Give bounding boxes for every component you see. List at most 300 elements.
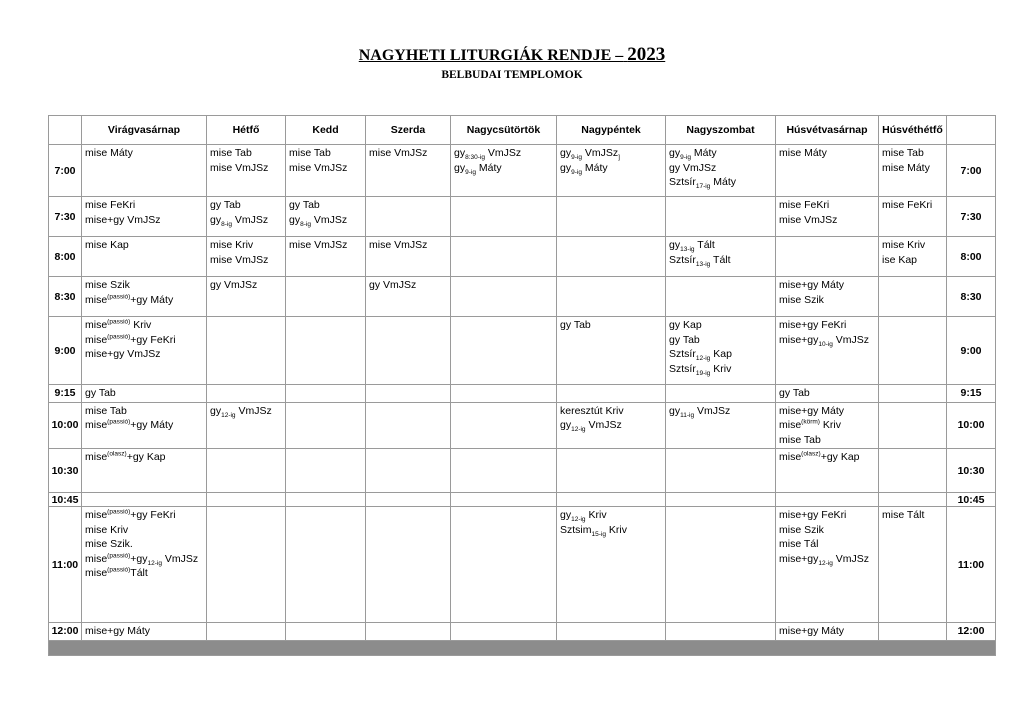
entry-text: +gy Kap	[820, 451, 860, 463]
schedule-cell	[879, 493, 947, 507]
entry-line	[85, 508, 203, 523]
entry-text: Tált	[694, 239, 715, 251]
entry-line	[210, 146, 282, 161]
time-cell: 8:30	[49, 277, 82, 317]
entry-text: keresztút Kriv	[560, 404, 624, 417]
entry-line	[882, 238, 943, 253]
entry-text: gy VmJSz	[369, 279, 417, 291]
entry-subscript: 12-ig	[571, 426, 586, 434]
entry-text: mise	[85, 552, 108, 565]
time-cell: 11:00	[947, 507, 996, 623]
schedule-cell	[82, 449, 207, 493]
entry-subscript: 9-ig	[680, 154, 691, 162]
entry-text: mise+gy VmJSz	[85, 213, 161, 226]
time-cell: 9:15	[49, 385, 82, 403]
schedule-cell	[666, 277, 776, 317]
schedule-cell	[776, 623, 879, 641]
entry-text: mise Tab	[882, 147, 924, 159]
schedule-cell	[557, 145, 666, 197]
entry-line	[85, 146, 203, 161]
schedule-cell	[207, 449, 286, 493]
entry-text: Tált	[130, 567, 148, 579]
schedule-cell	[776, 317, 879, 385]
entry-text: gy	[669, 404, 681, 417]
entry-line	[560, 146, 662, 161]
entry-superscript: (passió)	[107, 508, 131, 516]
entry-subscript: 12-ig	[571, 516, 586, 524]
time-cell: 10:00	[947, 402, 996, 449]
entry-text: mise FeKri	[85, 199, 136, 211]
entry-text: mise+gy Máty	[85, 625, 151, 637]
entry-subscript: 12-ig	[695, 355, 711, 363]
entry-text: gy	[560, 161, 572, 174]
entry-text: Kap	[710, 348, 732, 360]
footer-bar	[49, 640, 996, 655]
entry-line	[779, 278, 875, 293]
schedule-cell	[666, 507, 776, 623]
entry-line	[779, 624, 875, 639]
schedule-cell	[286, 277, 366, 317]
entry-line	[560, 318, 662, 333]
entry-text: mise Tab	[779, 433, 821, 446]
schedule-cell	[776, 507, 879, 623]
entry-text: mise	[85, 319, 108, 331]
entry-text: mise Kriv	[210, 239, 254, 251]
schedule-cell	[666, 317, 776, 385]
entry-text: mise Máty	[85, 147, 133, 159]
entry-text: mise+gy FeKri	[779, 509, 847, 521]
schedule-cell	[557, 493, 666, 507]
entry-line	[779, 523, 875, 538]
entry-text: VmJSz	[231, 213, 269, 226]
time-cell: 10:00	[49, 402, 82, 449]
entry-line	[669, 146, 772, 161]
entry-subscript: 10-ig	[818, 340, 833, 348]
schedule-cell	[451, 385, 557, 403]
schedule-cell	[666, 197, 776, 237]
entry-text: gy Tab	[289, 199, 320, 211]
schedule-cell	[286, 197, 366, 237]
entry-line	[85, 333, 203, 348]
entry-subscript: 13-ig	[680, 246, 695, 254]
entry-subscript: 12-ig	[147, 559, 162, 567]
entry-text: mise VmJSz	[369, 147, 428, 159]
schedule-cell	[879, 145, 947, 197]
schedule-cell	[366, 623, 451, 641]
column-header: Kedd	[286, 116, 366, 145]
schedule-cell	[82, 623, 207, 641]
entry-text: Máty	[690, 147, 717, 159]
entry-text: mise VmJSz	[210, 253, 269, 266]
entry-superscript: (körm)	[801, 418, 820, 426]
time-cell: 7:00	[49, 145, 82, 197]
entry-text: gy	[560, 509, 572, 521]
entry-text: +gy	[130, 552, 148, 565]
entry-line	[560, 404, 662, 419]
entry-text: Sztsír	[669, 253, 696, 266]
entry-text: mise	[85, 567, 108, 579]
entry-subscript: 12-ig	[221, 411, 236, 419]
entry-text: mise+gy Máty	[779, 625, 845, 637]
schedule-cell	[82, 237, 207, 277]
schedule-cell	[451, 402, 557, 449]
entry-text: Kriv	[710, 362, 732, 375]
entry-line	[85, 213, 203, 228]
schedule-cell	[557, 385, 666, 403]
schedule-cell	[879, 402, 947, 449]
entry-text: Kriv	[605, 523, 627, 536]
entry-line	[369, 146, 447, 161]
schedule-cell	[879, 237, 947, 277]
schedule-cell	[776, 385, 879, 403]
entry-line	[454, 161, 553, 176]
entry-text: mise VmJSz	[289, 161, 348, 174]
time-cell: 7:30	[49, 197, 82, 237]
title-text: NAGYHETI LITURGIÁK RENDJE –	[358, 47, 624, 64]
schedule-cell	[286, 449, 366, 493]
entry-text: mise	[779, 419, 802, 431]
entry-text: gy	[454, 161, 466, 174]
entry-line	[85, 566, 203, 581]
entry-line	[454, 146, 553, 161]
entry-text: mise Szik	[779, 293, 824, 306]
entry-text: gy	[210, 404, 222, 417]
entry-text: mise VmJSz	[779, 213, 838, 226]
entry-line	[882, 146, 943, 161]
schedule-cell	[286, 507, 366, 623]
entry-text: Máty	[581, 161, 608, 174]
entry-subscript: 8-ig	[300, 220, 311, 228]
entry-text: Sztsír	[669, 176, 696, 188]
entry-line	[669, 333, 772, 348]
entry-line	[779, 213, 875, 228]
entry-text: mise	[85, 293, 108, 306]
entry-line	[289, 161, 362, 176]
entry-text: Sztsír	[669, 362, 696, 375]
entry-superscript: (olasz)	[801, 450, 821, 458]
entry-text: mise+gy FeKri	[779, 319, 847, 331]
entry-text: VmJSz	[832, 552, 870, 565]
table-row	[49, 145, 996, 197]
schedule-cell	[879, 385, 947, 403]
schedule-cell	[366, 507, 451, 623]
schedule-cell	[451, 277, 557, 317]
column-header: Szerda	[366, 116, 451, 145]
entry-text: mise	[779, 451, 802, 463]
entry-line	[210, 161, 282, 176]
entry-text: VmJSz	[310, 213, 348, 226]
schedule-cell	[286, 623, 366, 641]
entry-line	[882, 161, 943, 176]
schedule-cell	[666, 402, 776, 449]
entry-text: mise Máty	[882, 161, 930, 174]
entry-line	[669, 175, 772, 190]
entry-text: gy VmJSz	[210, 279, 258, 291]
entry-line	[669, 238, 772, 253]
entry-line	[779, 552, 875, 567]
schedule-cell	[366, 277, 451, 317]
entry-text: ise Kap	[882, 253, 918, 266]
entry-text: Sztsim	[560, 523, 592, 536]
page-title	[0, 44, 1024, 66]
page-subtitle: BELBUDAI TEMPLOMOK	[441, 69, 583, 81]
entry-text: mise VmJSz	[210, 161, 269, 174]
entry-text: gy	[669, 147, 681, 159]
entry-text: mise+gy	[779, 333, 819, 346]
schedule-cell	[776, 493, 879, 507]
entry-text: VmJSz	[694, 404, 731, 417]
schedule-cell	[82, 145, 207, 197]
entry-line	[289, 238, 362, 253]
entry-line	[669, 362, 772, 377]
time-cell: 10:45	[49, 493, 82, 507]
time-cell: 7:30	[947, 197, 996, 237]
schedule-cell	[207, 493, 286, 507]
entry-line	[779, 450, 875, 465]
entry-text: gy	[210, 213, 222, 226]
entry-text: gy	[289, 213, 301, 226]
schedule-table	[48, 115, 996, 656]
schedule-cell	[366, 449, 451, 493]
entry-text: +gy Kap	[126, 451, 166, 463]
entry-text: Tált	[710, 253, 731, 266]
entry-line	[85, 624, 203, 639]
schedule-cell	[286, 317, 366, 385]
entry-text: gy VmJSz	[669, 161, 717, 174]
schedule-cell	[366, 402, 451, 449]
entry-text: Máty	[475, 161, 502, 174]
title-year: 2023	[627, 44, 666, 65]
time-cell: 9:00	[49, 317, 82, 385]
time-cell: 11:00	[49, 507, 82, 623]
entry-superscript: (passió)	[107, 552, 131, 559]
entry-line	[882, 253, 943, 268]
entry-text: mise VmJSz	[369, 239, 428, 251]
schedule-cell	[366, 145, 451, 197]
table-row	[49, 197, 996, 237]
entry-text: mise	[85, 451, 108, 463]
entry-line	[85, 552, 203, 567]
schedule-cell	[451, 237, 557, 277]
entry-line	[779, 318, 875, 333]
time-cell: 9:00	[947, 317, 996, 385]
entry-text: gy	[560, 147, 572, 159]
entry-text: mise	[85, 333, 108, 346]
entry-line	[882, 198, 943, 213]
schedule-cell	[207, 507, 286, 623]
entry-text: mise Kap	[85, 239, 129, 251]
schedule-cell	[879, 507, 947, 623]
schedule-cell	[207, 402, 286, 449]
column-header: Húsvéthétfő	[879, 116, 947, 145]
table-row	[49, 237, 996, 277]
entry-line	[669, 161, 772, 176]
entry-text: mise+gy Máty	[779, 279, 845, 291]
schedule-cell	[776, 145, 879, 197]
column-header: Húsvétvasárnap	[776, 116, 879, 145]
entry-text: mise Tab	[289, 147, 331, 159]
schedule-cell	[451, 145, 557, 197]
schedule-cell	[557, 277, 666, 317]
entry-text: gy Tab	[210, 199, 241, 211]
entry-line	[369, 278, 447, 293]
entry-line	[85, 198, 203, 213]
entry-superscript: (passió)	[107, 333, 131, 340]
schedule-cell	[557, 197, 666, 237]
entry-line	[85, 278, 203, 293]
entry-superscript: (passió)	[107, 293, 131, 300]
entry-text: Máty	[710, 176, 736, 188]
schedule-body	[49, 145, 996, 656]
entry-text: mise FeKri	[779, 199, 830, 211]
schedule-cell	[776, 449, 879, 493]
entry-text: VmJSz	[585, 419, 622, 431]
schedule-cell	[82, 402, 207, 449]
entry-subscript: 19-ig	[695, 369, 711, 377]
header-row	[49, 116, 996, 145]
entry-line	[85, 386, 203, 401]
column-header	[49, 116, 82, 145]
entry-line	[289, 198, 362, 213]
table-row	[49, 385, 996, 403]
entry-line	[779, 333, 875, 348]
entry-line	[669, 318, 772, 333]
schedule-cell	[451, 449, 557, 493]
entry-line	[210, 213, 282, 228]
entry-line	[669, 404, 772, 419]
schedule-cell	[82, 317, 207, 385]
schedule-cell	[207, 197, 286, 237]
schedule-cell	[82, 277, 207, 317]
schedule-cell	[776, 237, 879, 277]
entry-text: mise	[85, 419, 108, 431]
entry-line	[779, 537, 875, 552]
schedule-cell	[451, 623, 557, 641]
column-header: Hétfő	[207, 116, 286, 145]
time-cell: 8:00	[49, 237, 82, 277]
entry-line	[779, 404, 875, 419]
entry-text: +gy FeKri	[130, 333, 176, 346]
entry-text: mise Kriv	[85, 523, 129, 536]
entry-text: mise Tab	[210, 147, 252, 159]
schedule-cell	[879, 623, 947, 641]
entry-text: +gy Máty	[130, 293, 174, 306]
entry-text: mise+gy	[779, 552, 819, 565]
table-row	[49, 449, 996, 493]
schedule-cell	[286, 402, 366, 449]
entry-text: mise FeKri	[882, 199, 933, 211]
entry-line	[369, 238, 447, 253]
time-cell: 10:30	[49, 449, 82, 493]
entry-line	[85, 238, 203, 253]
schedule-cell	[776, 197, 879, 237]
entry-line	[289, 213, 362, 228]
entry-line	[85, 347, 203, 362]
schedule-cell	[366, 237, 451, 277]
entry-text: mise Tab	[85, 404, 127, 417]
entry-subscript: 17-ig	[695, 183, 711, 191]
entry-superscript: (passió)	[107, 566, 131, 574]
entry-line	[779, 386, 875, 401]
time-cell: 12:00	[49, 623, 82, 641]
entry-subscript: ]	[618, 154, 620, 162]
schedule-cell	[666, 493, 776, 507]
entry-text: VmJSz	[235, 404, 272, 417]
time-cell: 12:00	[947, 623, 996, 641]
schedule-cell	[286, 385, 366, 403]
schedule-cell	[207, 277, 286, 317]
time-cell: 8:00	[947, 237, 996, 277]
entry-text: VmJSz	[162, 552, 199, 565]
entry-superscript: (passió)	[107, 418, 131, 426]
schedule-cell	[557, 507, 666, 623]
column-header: Nagypéntek	[557, 116, 666, 145]
entry-subscript: 9-ig	[465, 168, 476, 176]
schedule-cell	[451, 507, 557, 623]
schedule-cell	[879, 317, 947, 385]
schedule-cell	[82, 507, 207, 623]
schedule-cell	[557, 449, 666, 493]
table-row	[49, 317, 996, 385]
column-header: Nagyszombat	[666, 116, 776, 145]
entry-text: Sztsír	[669, 348, 696, 360]
entry-text: mise Kriv	[882, 239, 926, 251]
column-header	[947, 116, 996, 145]
time-cell: 9:15	[947, 385, 996, 403]
entry-subscript: 9-ig	[571, 168, 582, 176]
entry-line	[560, 523, 662, 538]
table-row	[49, 277, 996, 317]
entry-text: gy	[560, 419, 572, 431]
entry-line	[85, 523, 203, 538]
entry-line	[779, 198, 875, 213]
entry-text: VmJSz	[832, 333, 870, 346]
entry-line	[210, 253, 282, 268]
entry-line	[779, 293, 875, 308]
schedule-cell	[557, 317, 666, 385]
schedule-cell	[366, 493, 451, 507]
entry-line	[210, 238, 282, 253]
entry-text: mise Tált	[882, 509, 925, 521]
entry-subscript: 11-ig	[680, 411, 695, 419]
entry-text: mise	[85, 509, 108, 521]
entry-subscript: 8-ig	[221, 220, 232, 228]
schedule-cell	[557, 237, 666, 277]
schedule-cell	[666, 385, 776, 403]
schedule-cell	[207, 237, 286, 277]
schedule-cell	[451, 317, 557, 385]
table-row	[49, 493, 996, 507]
time-cell: 8:30	[947, 277, 996, 317]
entry-text: Kriv	[130, 319, 152, 331]
schedule-cell	[451, 197, 557, 237]
schedule-cell	[366, 197, 451, 237]
entry-text: mise Szik.	[85, 538, 133, 550]
entry-text: mise Szik	[779, 523, 824, 536]
schedule-cell	[776, 402, 879, 449]
entry-line	[85, 293, 203, 308]
entry-line	[882, 508, 943, 523]
time-cell: 10:30	[947, 449, 996, 493]
entry-text: VmJSz	[484, 147, 522, 159]
entry-text: mise Tál	[779, 538, 819, 550]
entry-text: +gy Máty	[130, 419, 174, 431]
entry-text: Kriv	[819, 419, 841, 431]
schedule-cell	[879, 449, 947, 493]
entry-line	[210, 278, 282, 293]
entry-line	[85, 537, 203, 552]
schedule-cell	[666, 623, 776, 641]
